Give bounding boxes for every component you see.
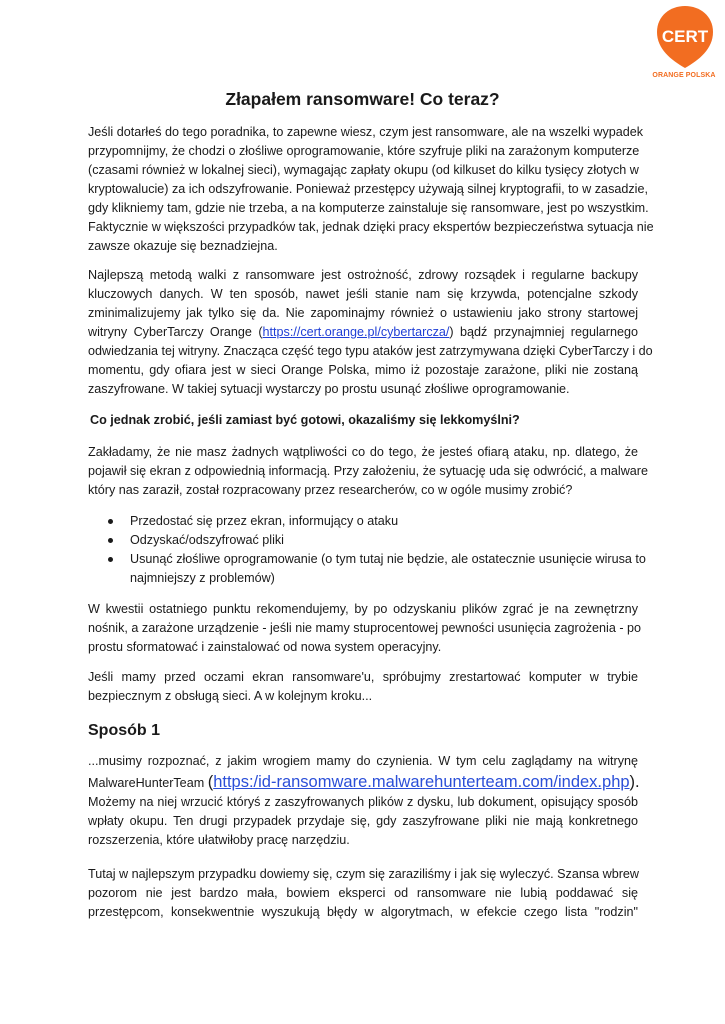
- steps-list: [108, 512, 646, 588]
- text-line: zminimalizujemy jak tylko się da. Nie zapominajmy również o ustawieniu jako strony startowej: [88, 306, 638, 320]
- paragraph-identify: [88, 752, 638, 850]
- text-fragment: ) bądź przynajmniej regularnego: [449, 325, 638, 339]
- text-line: bezpiecznym z obsługą sieci. A w kolejnym kroku...: [88, 689, 373, 703]
- logo-text: CERT: [661, 27, 709, 46]
- paragraph-assumptions: [88, 443, 648, 500]
- text-line: kryptowalucie) za ich odszyfrowanie. Ponieważ przestępcy używają silnej kryptografii, to w zasadzie,: [88, 182, 648, 196]
- text-line: Możemy na niej wrzucić któryś z zaszyfrowanych plików z dysku, lub dokument, opisujący sposób: [88, 795, 638, 809]
- list-item-text: najmniejszy z problemów): [130, 571, 275, 585]
- text-line: wpłaty okupu. Ten drugi przypadek przydaje się, gdy zaszyfrowane pliki nie mają konkretnego: [88, 814, 638, 828]
- paragraph-outcome: [88, 865, 638, 922]
- list-item: [108, 550, 646, 588]
- text-line: przestępcom, konsekwentnie wyszukują błędy w algorytmach, w efekcie czego lista "rodzin": [88, 905, 638, 919]
- text-line: Najlepszą metodą walki z ransomware jest ostrożność, zdrowy rozsądek i regularne backupy: [88, 268, 638, 282]
- text-line-with-link: [88, 771, 638, 793]
- bullet-icon: [108, 557, 113, 562]
- text-line: ...musimy rozpoznać, z jakim wrogiem mamy do czynienia. W tym celu zaglądamy na witrynę: [88, 754, 638, 768]
- text-line: rozszerzenia, które ułatwiłoby pracę narzędziu.: [88, 833, 350, 847]
- text-line: zawsze okazuje się beznadziejna.: [88, 239, 278, 253]
- text-fragment: (: [207, 773, 214, 791]
- text-line: zaszyfrowane. W takiej sytuacji wystarczy po prostu usunąć złośliwe oprogramowanie.: [88, 382, 570, 396]
- paragraph-recommendation: [88, 600, 642, 657]
- text-line: który nas zaraził, został rozpracowany przez researcherów, co w ogóle musimy zrobić?: [88, 483, 573, 497]
- text-line: Zakładamy, że nie masz żadnych wątpliwości co do tego, że jesteś ofiarą ataku, np. dlatego, że: [88, 445, 638, 459]
- list-item-text: Przedostać się przez ekran, informujący o ataku: [130, 514, 399, 528]
- text-line: pozorom nie jest bardzo mała, bowiem eksperci od ransomware nie lubią poddawać się: [88, 886, 638, 900]
- text-line: (czasami również w lokalnej sieci), wymagając zapłaty okupu (od kilkuset do kilku tysięcy złotych w: [88, 163, 639, 177]
- text-line: kluczowych danych. W ten sposób, nawet jeśli stanie nam się krzywda, potencjalne szkody: [88, 287, 638, 301]
- logo-caption: ORANGE POLSKA: [652, 72, 716, 79]
- id-ransomware-link[interactable]: https:/id-ransomware.malwarehunterteam.com/index.php: [213, 773, 630, 791]
- text-line: nośnik, a zarażone urządzenie - jeśli nie mamy stuprocentowej pewności usunięcia zagrożenia - po: [88, 621, 642, 635]
- text-line: W kwestii ostatniego punktu rekomendujemy, by po odzyskaniu plików zgrać je na zewnętrzny: [88, 602, 638, 616]
- text-line: pojawił się ekran z odpowiednią informacją. Przy założeniu, że sytuację uda się odwrócić, a malware: [88, 464, 648, 478]
- text-line: gdy klikniemy tam, gdzie nie trzeba, a na komputerze zainstaluje się ransomware, jest po wszystkim.: [88, 201, 649, 215]
- text-line: Jeśli dotarłeś do tego poradnika, to zapewne wiesz, czym jest ransomware, ale na wszelki wypadek: [88, 125, 644, 139]
- text-line: Faktycznie w większości przypadków tak, jednak dzięki pracy ekspertów bezpieczeństwa sytuacja nie: [88, 220, 654, 234]
- paragraph-safe-mode: [88, 668, 638, 706]
- text-fragment: MalwareHunterTeam: [88, 776, 205, 790]
- paragraph-prevention: [88, 266, 653, 399]
- text-line: przypomnijmy, że chodzi o złośliwe oprogramowanie, które szyfruje pliki na zarażonym komputerze: [88, 144, 640, 158]
- paragraph-intro: [88, 123, 654, 256]
- list-item-text: Usunąć złośliwe oprogramowanie (o tym tutaj nie będzie, ale ostatecznie usunięcie wirusa to: [130, 552, 646, 566]
- bullet-icon: [108, 519, 113, 524]
- list-item: [108, 531, 638, 550]
- cybertarcza-link[interactable]: https://cert.orange.pl/cybertarcza/: [262, 325, 450, 339]
- page-title: Złapałem ransomware! Co teraz?: [225, 89, 500, 109]
- bullet-icon: [108, 538, 113, 543]
- text-line: Jeśli mamy przed oczami ekran ransomware'u, spróbujmy zrestartować komputer w trybie: [88, 670, 638, 684]
- list-item: [108, 512, 638, 531]
- text-fragment: ).: [629, 773, 640, 791]
- section-heading-method-1: Sposób 1: [88, 722, 161, 739]
- list-item-text: Odzyskać/odszyfrować pliki: [130, 533, 284, 547]
- section-subheading: Co jednak zrobić, jeśli zamiast być gotowi, okazaliśmy się lekkomyślni?: [90, 413, 520, 427]
- text-line-with-link: [88, 323, 638, 342]
- text-line: odwiedzania tej witryny. Znacząca część tego typu ataków jest zatrzymywana dzięki CyberTarczy i do: [88, 344, 653, 358]
- text-line: momentu, gdy ofiara jest w sieci Orange Polska, mimo iż pozostaje zarażone, pliki nie zostaną: [88, 363, 638, 377]
- text-line: prostu sformatować i zainstalować od nowa system operacyjny.: [88, 640, 442, 654]
- text-fragment: witryny CyberTarczy Orange (: [88, 325, 263, 339]
- text-line: Tutaj w najlepszym przypadku dowiemy się, czym się zaraziliśmy i jak się wyleczyć. Szansa wbrew: [88, 867, 640, 881]
